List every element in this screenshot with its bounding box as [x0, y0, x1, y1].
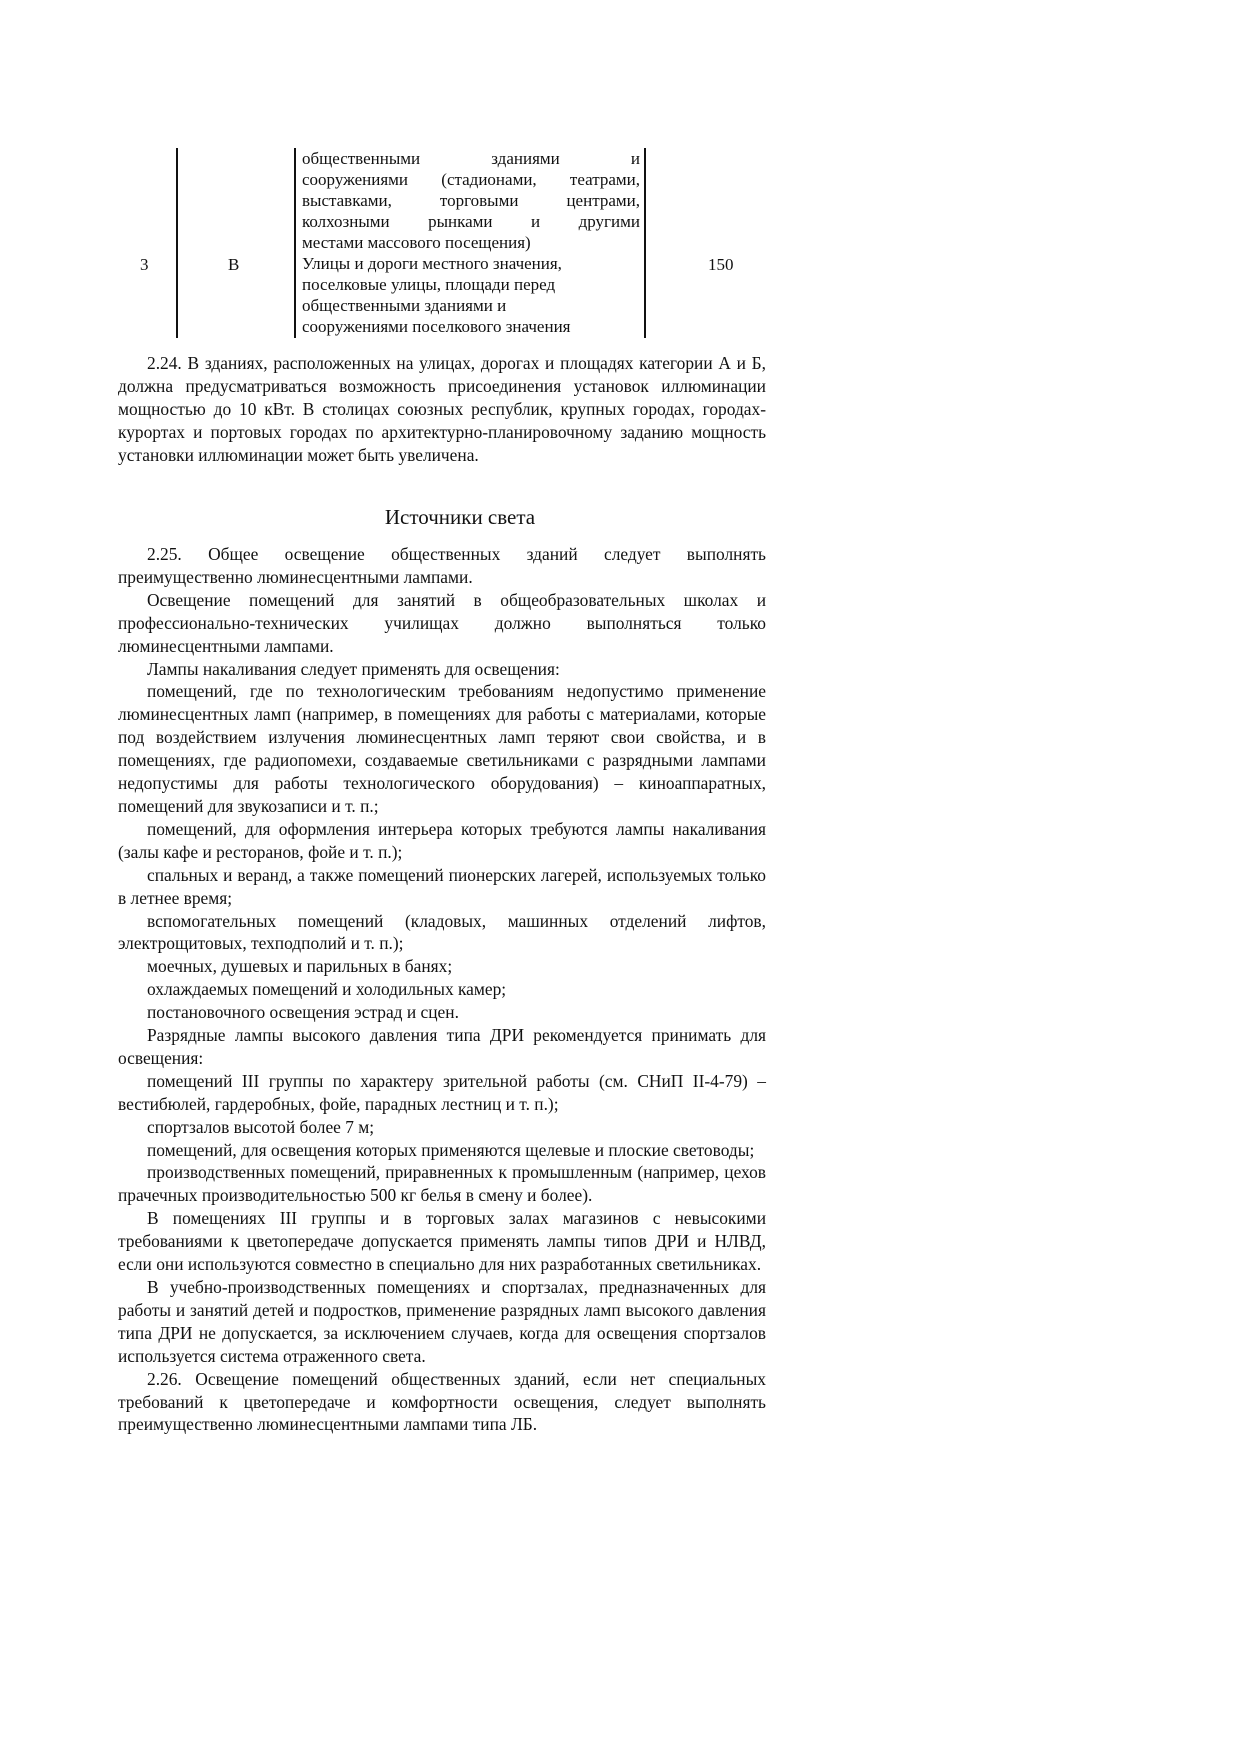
- paragraph: помещений, для освещения которых применяются щелевые и плоские световоды;: [147, 1139, 755, 1160]
- paragraph: Лампы накаливания следует применять для освещения:: [147, 658, 560, 679]
- paragraph: спальных и веранд, а также помещений пионерских лагерей, используемых только в летнее время;: [118, 864, 766, 908]
- table-description: [302, 148, 640, 337]
- table-description-line: общественными зданиями и: [302, 296, 507, 315]
- paragraph: помещений, для оформления интерьера которых требуются лампы накаливания (залы кафе и ресторанов, фойе и т. п.);: [118, 818, 766, 862]
- table-description-line: выставками, торговыми центрами,: [302, 191, 640, 210]
- table-description-line: местами массового посещения): [302, 233, 531, 252]
- paragraph: моечных, душевых и парильных в банях;: [147, 956, 453, 977]
- paragraph: Разрядные лампы высокого давления типа ДРИ рекомендуется принимать для освещения:: [118, 1025, 766, 1068]
- table-description-line: поселковые улицы, площади перед: [302, 275, 556, 294]
- table-row-number: 3: [140, 255, 149, 274]
- paragraph: В помещениях III группы и в торговых залах магазинов с невысокими требованиями к цветопередаче допускается применять лампы типов ДРИ и НЛВД, если они используются совместно в специально для них разработанных светильниках.: [118, 1208, 766, 1275]
- paragraph: вспомогательных помещений (кладовых, машинных отделений лифтов, электрощитовых, техподполий и т. п.);: [118, 910, 766, 954]
- paragraph: производственных помещений, приравненных к промышленным (например, цехов прачечных производительностью 500 кг белья в смену и более).: [118, 1162, 766, 1206]
- paragraph: спортзалов высотой более 7 м;: [147, 1116, 375, 1137]
- table-value: 150: [708, 255, 734, 274]
- table-border: [176, 148, 178, 338]
- paragraph: 2.26. Освещение помещений общественных зданий, если нет специальных требований к цветопередаче и комфортности освещения, следует выполнять преимущественно люминесцентными лампами типа ЛБ.: [118, 1368, 766, 1435]
- table-fragment: [118, 148, 766, 338]
- paragraph: помещений, где по технологическим требованиям недопустимо применение люминесцентных ламп (например, в помещениях для работы с материалами, которые под воздействием излучения люминесцентных ламп теряют свои свойства, и в помещениях, где радиопомехи, создаваемые светильниками с разрядными лампами недопустимы для работы технологического оборудования) – киноаппаратных, помещений для звукозаписи и т. п.;: [118, 681, 766, 816]
- table-border: [294, 148, 296, 338]
- section-2-24: [118, 352, 766, 467]
- table-category: В: [228, 255, 240, 274]
- table-description-line: сооружениями поселкового значения: [302, 317, 571, 336]
- paragraph: постановочного освещения эстрад и сцен.: [147, 1002, 459, 1023]
- paragraph: 2.24. В зданиях, расположенных на улицах, дорогах и площадях категории А и Б, должна предусматриваться возможность присоединения установок иллюминации мощностью до 10 кВт. В столицах союзных республик, крупных городах, городах-курортах и портовых городах по архитектурно-планировочному заданию мощность установки иллюминации может быть увеличена.: [118, 353, 766, 465]
- paragraph: охлаждаемых помещений и холодильных камер;: [147, 979, 507, 1000]
- paragraph: Освещение помещений для занятий в общеобразовательных школах и профессионально-технических училищах должно выполняться только люминесцентными лампами.: [118, 589, 766, 656]
- table-description-line: колхозными рынками и другими: [302, 212, 640, 231]
- document-body: [118, 543, 766, 1436]
- section-heading: Источники света: [384, 505, 536, 529]
- paragraph: В учебно-производственных помещениях и спортзалах, предназначенных для работы и занятий детей и подростков, применение разрядных ламп высокого давления типа ДРИ не допускается, за исключением случаев, когда для освещения спортзалов используется система отраженного света.: [118, 1277, 766, 1366]
- paragraph: 2.25. Общее освещение общественных зданий следует выполнять преимущественно люминесцентными лампами.: [118, 544, 766, 587]
- table-description-line: сооружениями (стадионами, театрами,: [302, 170, 640, 189]
- table-description-line: общественными зданиями и: [302, 149, 640, 168]
- table-border: [644, 148, 646, 338]
- table-description-line: Улицы и дороги местного значения,: [302, 254, 562, 273]
- paragraph: помещений III группы по характеру зрительной работы (см. СНиП II-4-79) – вестибюлей, гардеробных, фойе, парадных лестниц и т. п.);: [118, 1070, 766, 1114]
